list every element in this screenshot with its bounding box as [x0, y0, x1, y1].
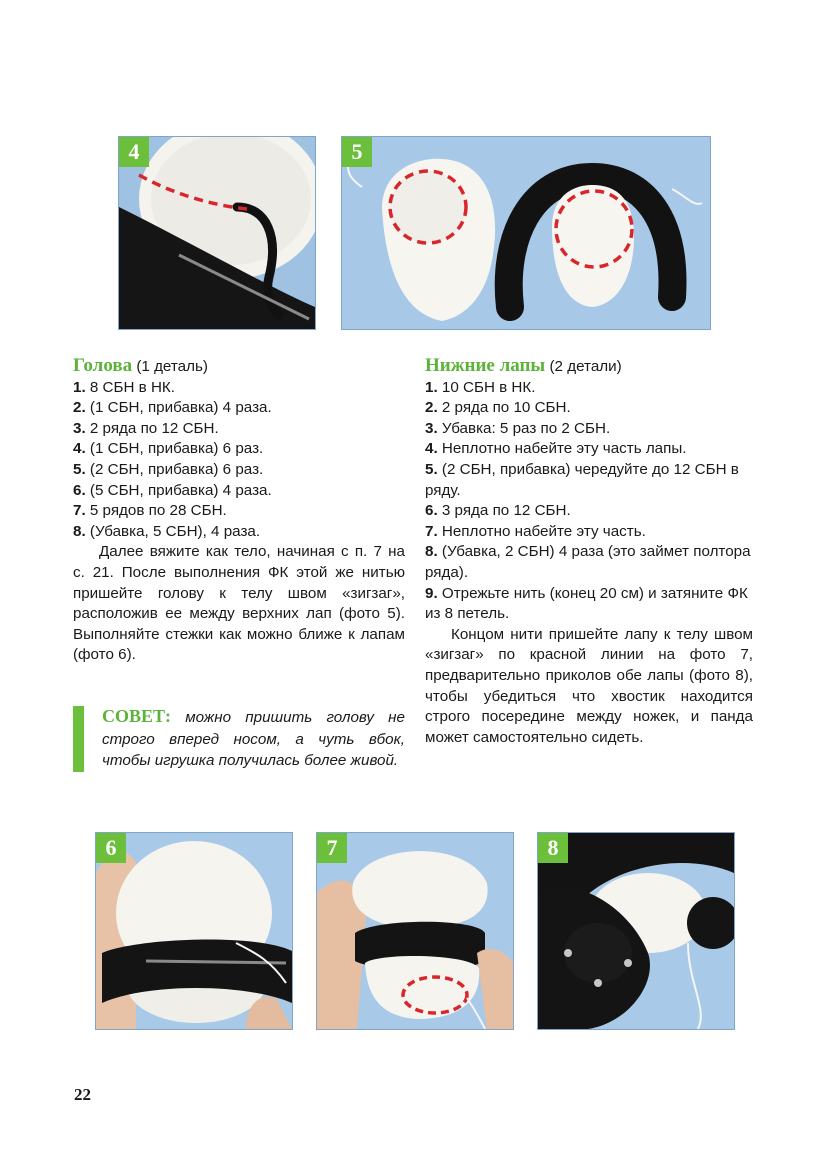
legs-step: 6. 3 ряда по 12 СБН.: [425, 502, 571, 520]
head-subtitle: (1 деталь): [132, 358, 208, 375]
photo-8-number: 8: [538, 833, 568, 863]
photo-8: [537, 832, 735, 1030]
legs-step: 7. Неплотно набейте эту часть.: [425, 522, 646, 540]
photo-6-number: 6: [96, 833, 126, 863]
legs-title: Нижние лапы: [425, 355, 546, 376]
legs-step: 5. (2 СБН, прибавка) чередуйте до 12 СБН в ряду.: [425, 460, 739, 499]
photo-7: [316, 832, 514, 1030]
photo-4: [118, 136, 316, 330]
tip-text: можно пришить голову не строго вперед носом, а чуть вбок, чтобы игрушка получилась более живой.: [102, 709, 405, 769]
legs-step: 2. 2 ряда по 10 СБН.: [425, 399, 571, 417]
head-steps: [73, 378, 405, 543]
legs-steps: [425, 378, 753, 625]
head-step: 4. (1 СБН, прибавка) 6 раз.: [73, 440, 264, 458]
head-step: 1. 8 СБН в НК.: [73, 378, 176, 396]
tip-label: СОВЕТ:: [102, 706, 172, 726]
head-step: 6. (5 СБН, прибавка) 4 раза.: [73, 481, 272, 499]
head-step: 3. 2 ряда по 12 СБН.: [73, 419, 219, 437]
legs-paragraph: Концом нити пришейте лапу к телу швом «зигзаг» по красной линии на фото 7, предварительно приколов обе лапы (фото 8), чтобы убедиться что хвостик находится строго посередине между ножек, и панда может самостоятельно сидеть.: [425, 625, 753, 746]
photo-7-number: 7: [317, 833, 347, 863]
head-step: 7. 5 рядов по 28 СБН.: [73, 502, 227, 520]
head-step: 5. (2 СБН, прибавка) 6 раз.: [73, 460, 264, 478]
photo-5: [341, 136, 711, 330]
head-section: [73, 356, 405, 666]
legs-step: 4. Неплотно набейте эту часть лапы.: [425, 440, 687, 458]
legs-heading: [425, 356, 753, 378]
page-number: 22: [74, 1085, 91, 1104]
head-step: 2. (1 СБН, прибавка) 4 раза.: [73, 399, 272, 417]
legs-step: 3. Убавка: 5 раз по 2 СБН.: [425, 419, 611, 437]
head-paragraph: Далее вяжите как тело, начиная с п. 7 на с. 21. После выполнения ФК этой же нитью пришейте голову к телу швом «зигзаг», расположив ее между верхних лап (фото 5). Выполняйте стежки как можно ближе к лапам (фото 6).: [73, 543, 405, 664]
legs-section: [425, 356, 753, 748]
head-heading: [73, 356, 405, 378]
legs-subtitle: (2 детали): [545, 358, 622, 375]
head-step: 8. (Убавка, 5 СБН), 4 раза.: [73, 522, 261, 540]
legs-step: 9. Отрежьте нить (конец 20 см) и затяните ФК из 8 петель.: [425, 584, 748, 623]
tip-box: [73, 706, 405, 772]
photo-5-image: [342, 137, 710, 329]
photo-6: [95, 832, 293, 1030]
head-title: Голова: [73, 355, 133, 376]
photo-5-number: 5: [342, 137, 372, 167]
photo-4-number: 4: [119, 137, 149, 167]
legs-step: 1. 10 СБН в НК.: [425, 378, 536, 396]
legs-step: 8. (Убавка, 2 СБН) 4 раза (это займет полтора ряда).: [425, 543, 751, 581]
